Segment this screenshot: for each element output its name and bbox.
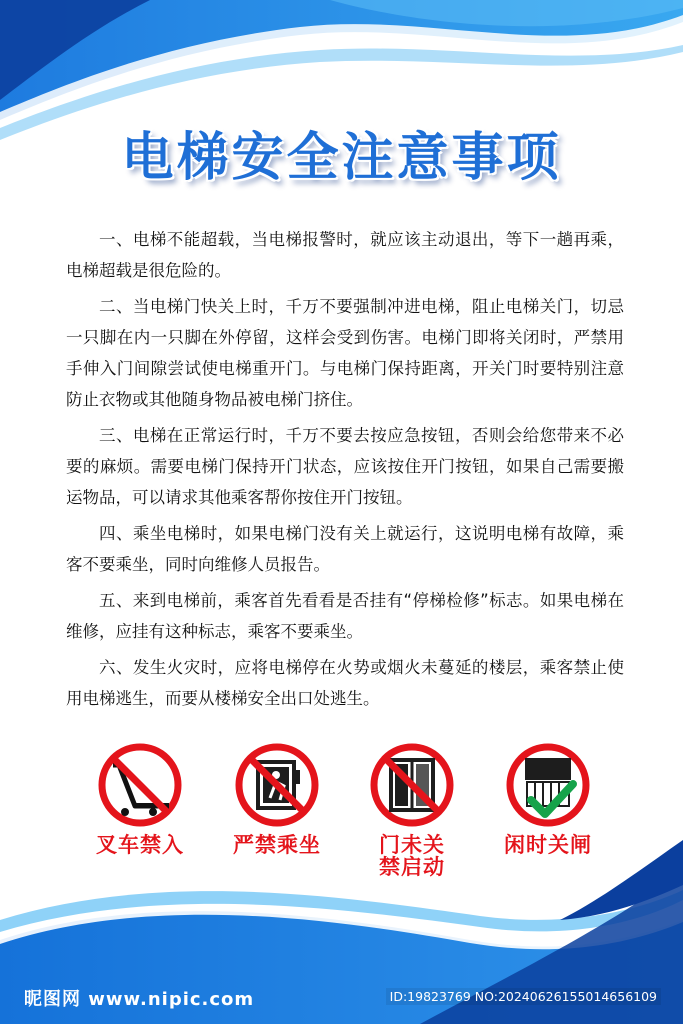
- sign-label-3: 门未关禁启动: [379, 833, 445, 879]
- image-id-text: ID:19823769 NO:20240626155014656109: [386, 988, 661, 1005]
- close-gate-check-icon: [503, 740, 593, 830]
- paragraph-3: 三、电梯在正常运行时，千万不要去按应急按钮，否则会给您带来不必要的麻烦。需要电梯门保持开门状态，应该按住开门按钮，如果自己需要搬运物品，可以请求其他乘客帮你按住开门按钮。: [66, 426, 624, 507]
- no-riding-icon: [232, 740, 322, 830]
- paragraph-6: 六、发生火灾时，应将电梯停在火势或烟火未蔓延的楼层，乘客禁止使用电梯逃生，而要从楼梯安全出口处逃生。: [66, 658, 624, 708]
- site-watermark: 昵图网 www.nipic.com: [24, 989, 255, 1010]
- paragraph-2: 二、当电梯门快关上时，千万不要强制冲进电梯，阻止电梯关门，切忌一只脚在内一只脚在外停留，这样会受到伤害。电梯门即将关闭时，严禁用手伸入门间隙尝试使电梯重开门。与电梯门保持距离，开关门时要特别注意防止衣物或其他随身物品被电梯门挤住。: [66, 297, 624, 409]
- notice-content: [66, 224, 624, 719]
- sign-label-4: 闲时关闸: [504, 833, 592, 857]
- paragraph-1: 一、电梯不能超载，当电梯报警时，就应该主动退出，等下一趟再乘，电梯超载是很危险的。: [66, 230, 624, 280]
- sign-label-2: 严禁乘坐: [233, 833, 321, 857]
- paragraph-5: 五、来到电梯前，乘客首先看看是否挂有“停梯检修”标志。如果电梯在维修，应挂有这种标志，乘客不要乘坐。: [66, 591, 624, 641]
- paragraph-4: 四、乘坐电梯时，如果电梯门没有关上就运行，这说明电梯有故障，乘客不要乘坐，同时向维修人员报告。: [66, 524, 624, 574]
- door-open-no-start-icon: [367, 740, 457, 830]
- page-title: 电梯安全注意事项: [121, 128, 562, 188]
- no-forklift-icon: [95, 740, 185, 830]
- sign-label-1: 叉车禁入: [96, 833, 184, 857]
